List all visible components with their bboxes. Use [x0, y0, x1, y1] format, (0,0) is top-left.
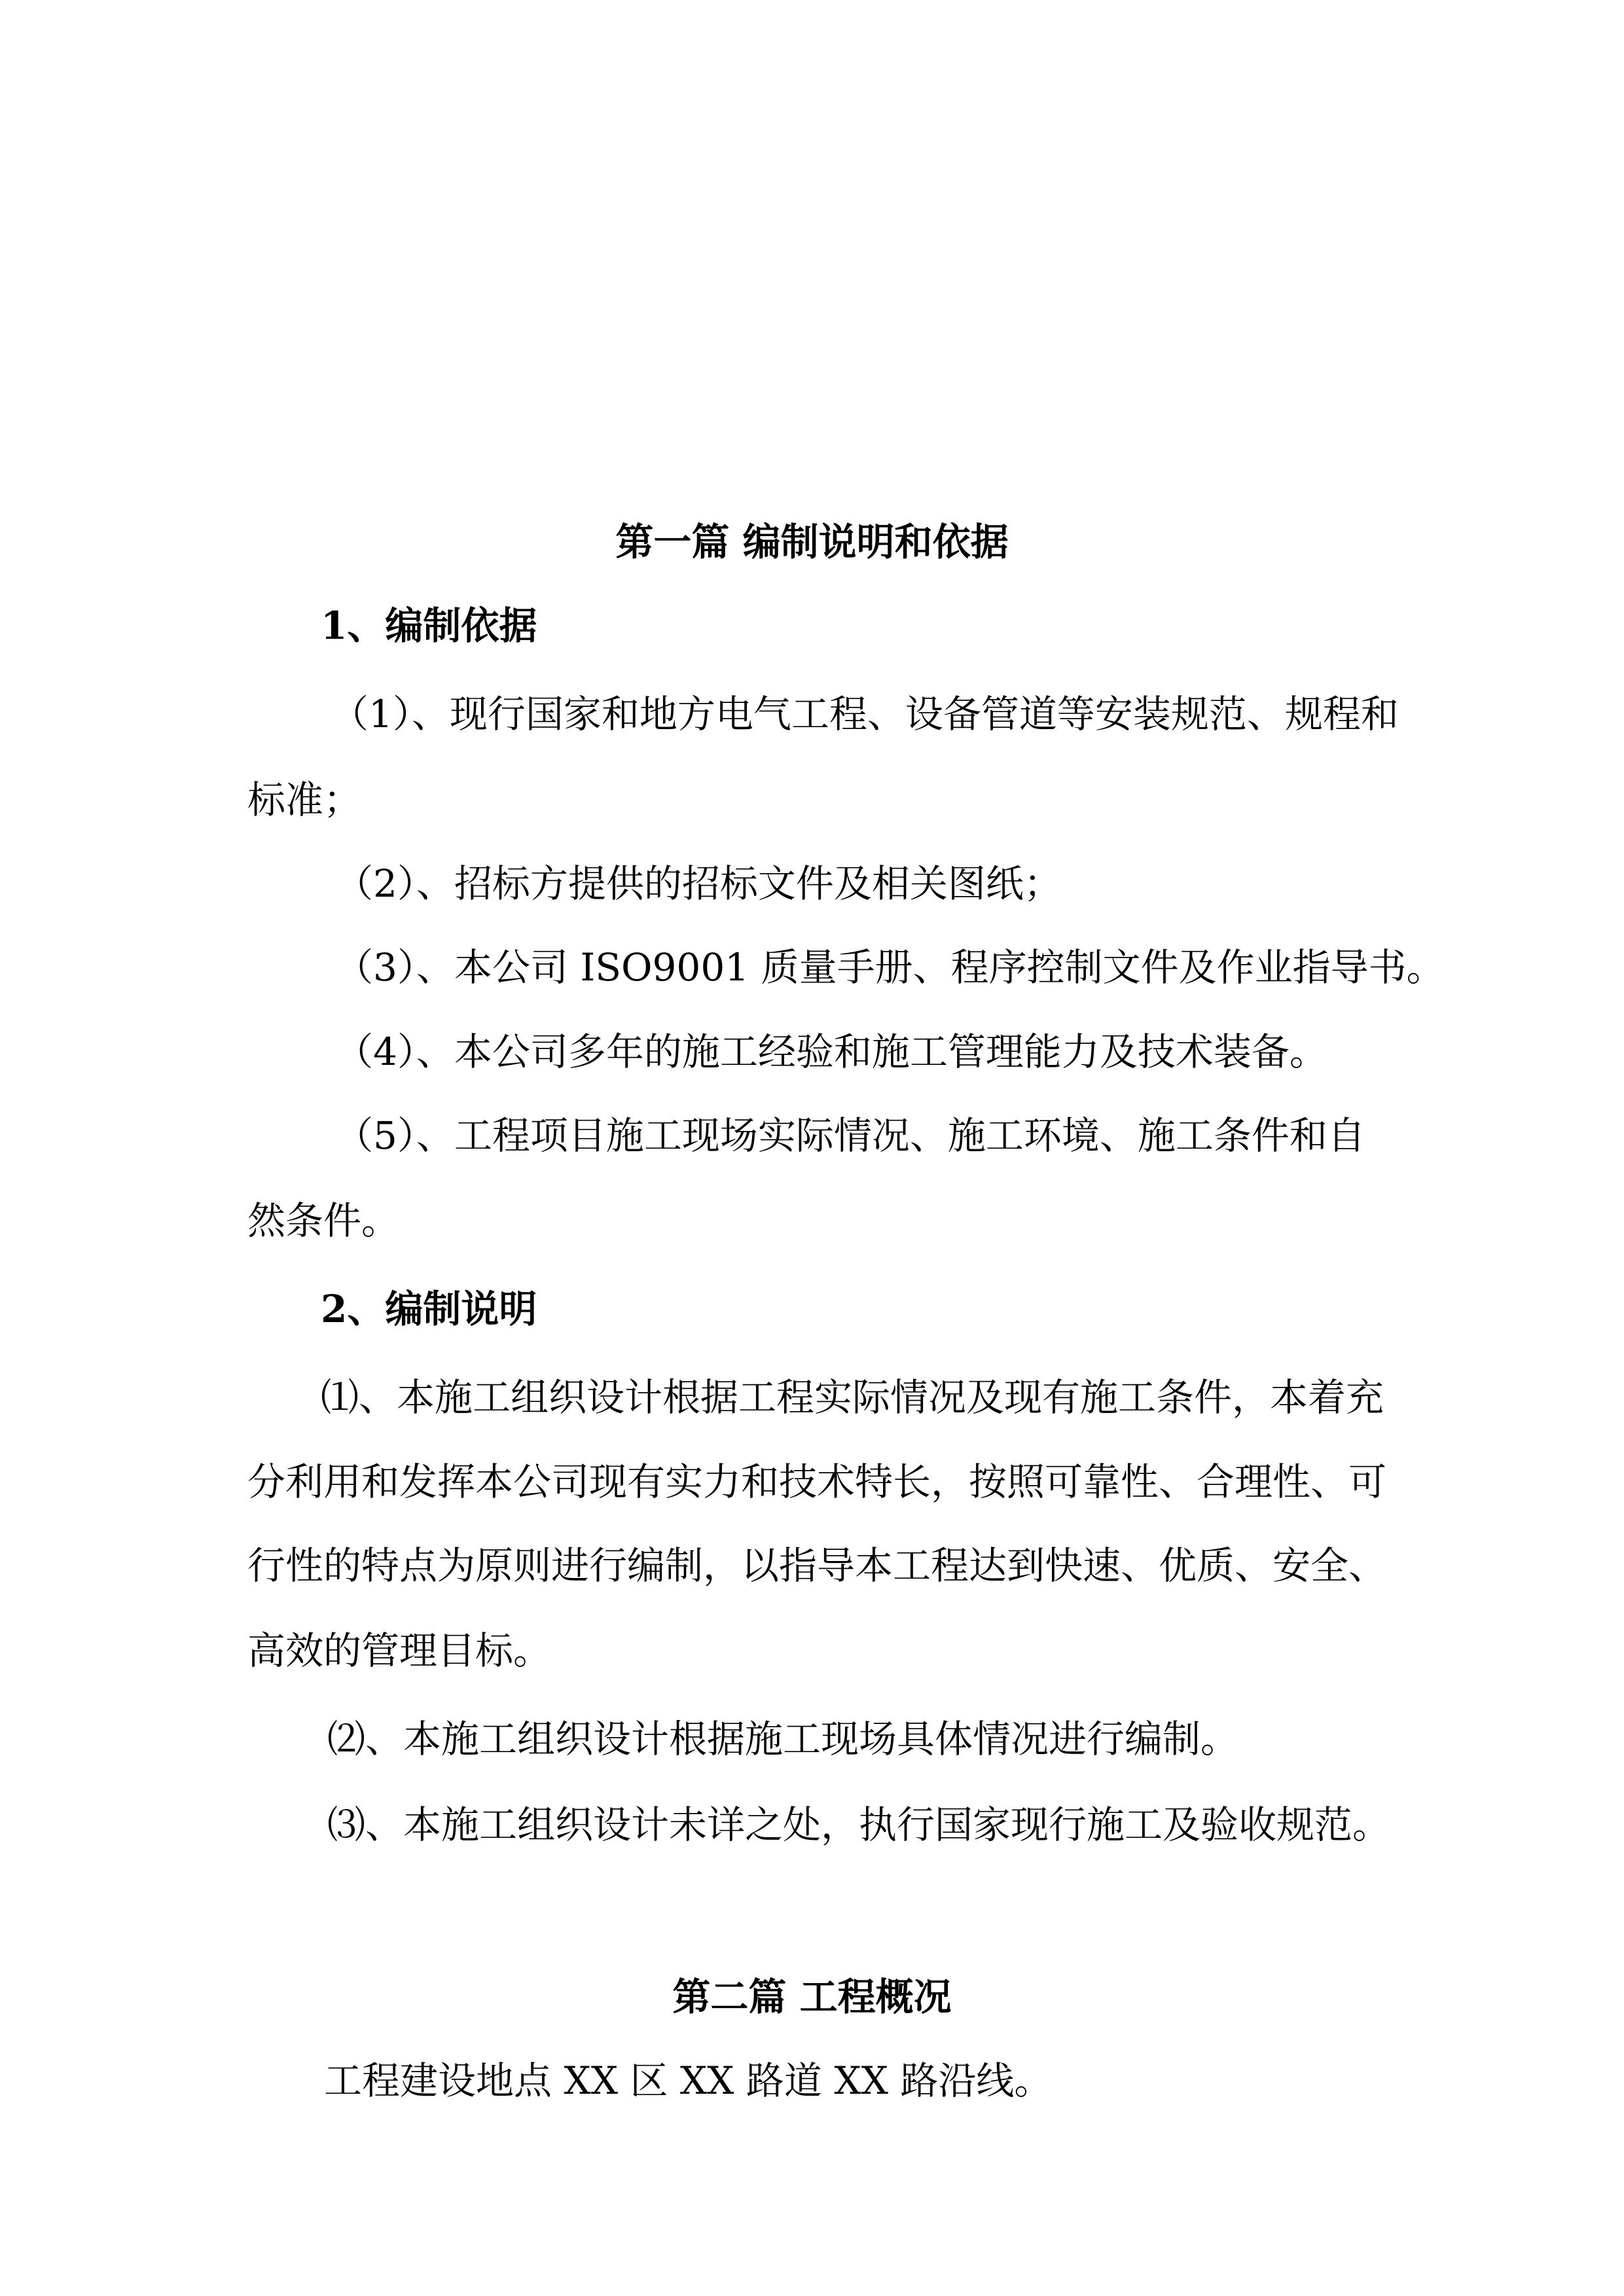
paragraph-line: 然条件。 [247, 1198, 400, 1243]
part2-title: 第二篇 工程概况 [672, 1975, 952, 2019]
paragraph-line: （2）、招标方提供的招标文件及相关图纸； [335, 861, 1062, 906]
paragraph-line: （5）、工程项目施工现场实际情况、施工环境、施工条件和自 [335, 1113, 1365, 1158]
paragraph-line: 工程建设地点 XX 区 XX 路道 XX 路沿线。 [324, 2058, 1053, 2103]
paragraph-line: 分利用和发挥本公司现有实力和技术特长，按照可靠性、合理性、可 [247, 1460, 1387, 1504]
paragraph-line: （3）、本公司 ISO9001 质量手册、程序控制文件及作业指导书。 [335, 945, 1445, 990]
paragraph-line: （1）、现行国家和地方电气工程、设备管道等安装规范、规程和 [331, 692, 1399, 736]
paragraph-line: ⑴、本施工组织设计根据工程实际情况及现有施工条件，本着充 [321, 1375, 1384, 1420]
paragraph-line: ⑶、本施工组织设计未详之处，执行国家现行施工及验收规范。 [327, 1803, 1391, 1847]
part1-title: 第一篇 编制说明和依据 [615, 520, 1009, 564]
paragraph-line: 标准； [247, 778, 362, 822]
paragraph-line: 高效的管理目标。 [247, 1628, 552, 1673]
paragraph-line: （4）、本公司多年的施工经验和施工管理能力及技术装备。 [335, 1030, 1327, 1074]
section1-heading: 1、编制依据 [321, 603, 537, 648]
section2-heading: 2、编制说明 [321, 1287, 537, 1331]
paragraph-line: ⑵、本施工组织设计根据施工现场具体情况进行编制。 [327, 1717, 1239, 1761]
paragraph-line: 行性的特点为原则进行编制，以指导本工程达到快速、优质、安全、 [247, 1543, 1387, 1588]
